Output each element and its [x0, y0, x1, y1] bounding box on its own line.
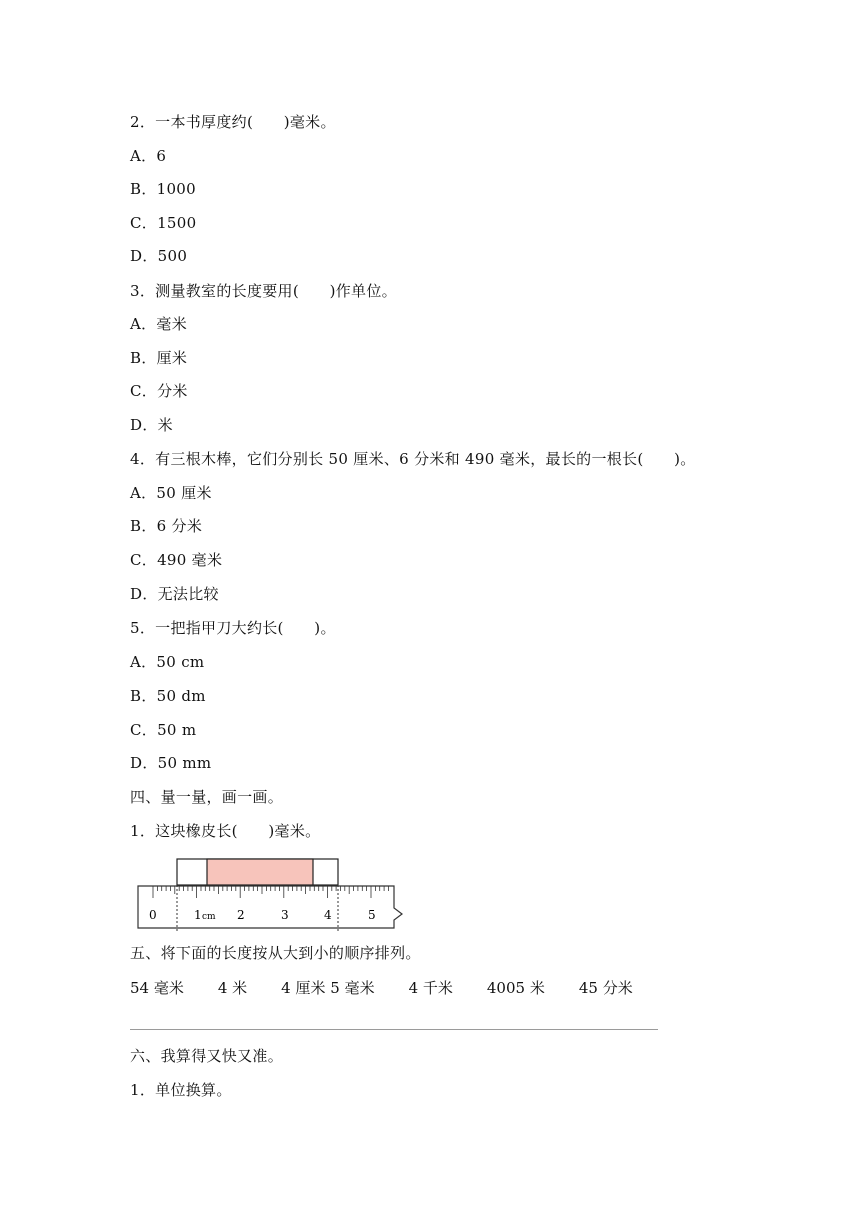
ruler-label-cm: cm — [202, 912, 216, 922]
question-3-option-d: D．米 — [130, 416, 173, 434]
ruler-label-5: 5 — [368, 908, 376, 922]
question-3-stem: 3．测量教室的长度要用( )作单位。 — [130, 282, 397, 300]
question-2-stem: 2．一本书厚度约( )毫米。 — [130, 113, 336, 131]
eraser — [207, 859, 313, 885]
question-5-option-b: B．50 dm — [130, 687, 206, 705]
question-3-option-b: B．厘米 — [130, 349, 188, 367]
ruler-label-3: 3 — [281, 908, 289, 922]
length-item: 4 米 — [217, 979, 248, 997]
ruler-figure — [136, 850, 412, 932]
question-2-option-a: A．6 — [130, 147, 167, 165]
ruler-body — [138, 886, 402, 928]
question-4-option-b: B．6 分米 — [130, 517, 203, 535]
question-5-stem: 5．一把指甲刀大约长( )。 — [130, 619, 336, 637]
section-6-question-1: 1．单位换算。 — [130, 1081, 232, 1099]
question-4-option-d: D．无法比较 — [130, 585, 219, 603]
length-item: 4 厘米 5 毫米 — [281, 979, 375, 997]
question-3-option-c: C．分米 — [130, 382, 188, 400]
question-5-option-a: A．50 cm — [130, 653, 205, 671]
length-item: 4005 米 — [486, 979, 545, 997]
length-item: 4 千米 — [408, 979, 453, 997]
question-4-option-a: A．50 厘米 — [130, 484, 212, 502]
ruler-label-0: 0 — [149, 908, 157, 922]
question-5-option-c: C．50 m — [130, 721, 197, 739]
question-2-option-d: D．500 — [130, 247, 188, 265]
ruler-label-4: 4 — [324, 908, 332, 922]
ruler-label-2: 2 — [237, 908, 245, 922]
section-4-title: 四、量一量，画一画。 — [130, 788, 284, 806]
question-5-option-d: D．50 mm — [130, 754, 212, 772]
question-4-stem: 4．有三根木棒，它们分别长 50 厘米、6 分米和 490 毫米，最长的一根长( )。 — [130, 450, 696, 468]
section-4-question-1: 1．这块橡皮长( )毫米。 — [130, 822, 321, 840]
length-item: 54 毫米 — [130, 979, 184, 997]
question-2-option-b: B．1000 — [130, 180, 196, 198]
length-item: 45 分米 — [578, 979, 633, 997]
section-6-title: 六、我算得又快又准。 — [130, 1047, 284, 1065]
question-2-option-c: C．1500 — [130, 214, 197, 232]
section-5-title: 五、将下面的长度按从大到小的顺序排列。 — [130, 944, 421, 962]
answer-line[interactable] — [130, 1029, 658, 1030]
ruler-label-1: 1 — [194, 908, 202, 922]
question-4-option-c: C．490 毫米 — [130, 551, 223, 569]
length-list — [130, 978, 667, 998]
question-3-option-a: A．毫米 — [130, 315, 188, 333]
